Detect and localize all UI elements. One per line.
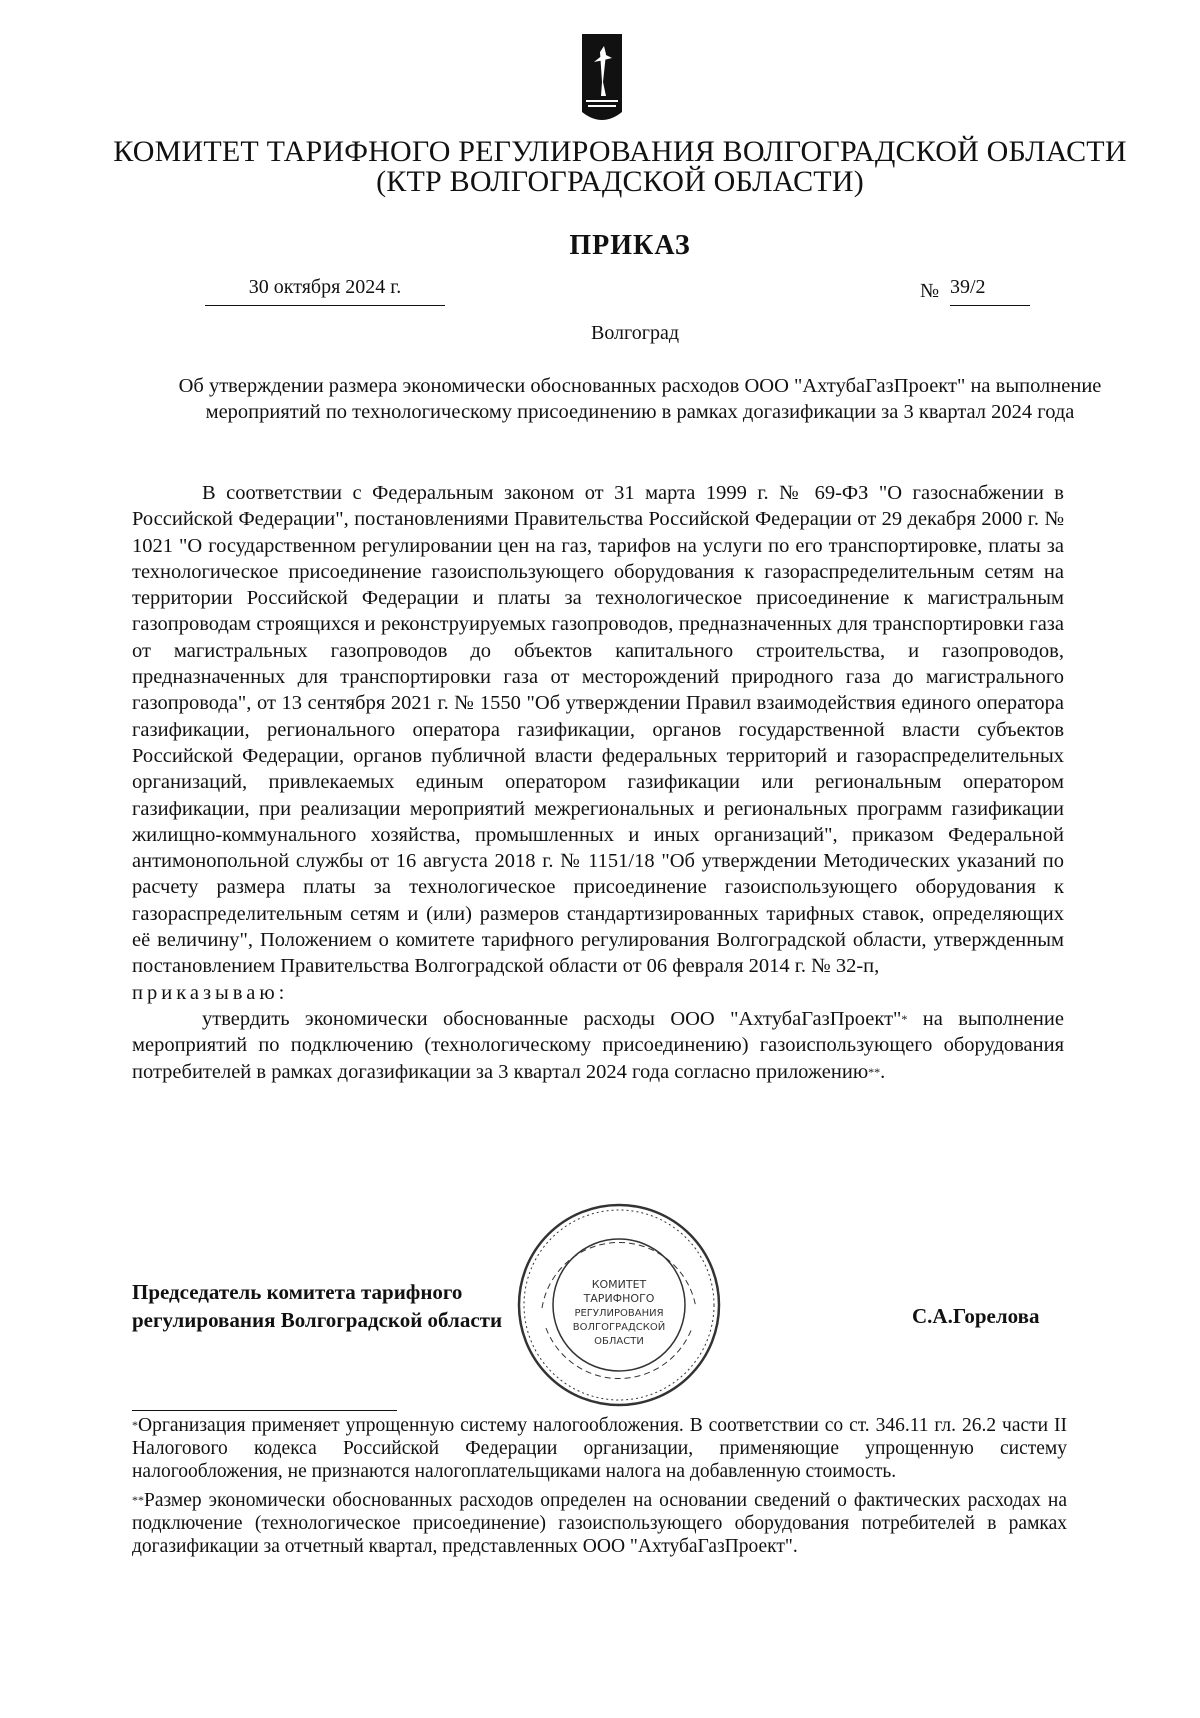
order-paragraph [132,1006,1064,1085]
org-name: КОМИТЕТ ТАРИФНОГО РЕГУЛИРОВАНИЯ ВОЛГОГРАДСКОЙ ОБЛАСТИ [113,135,1127,168]
order-text-part2: на выполнение мероприятий по подключению (технологическому присоединению) газоиспользующего оборудования потребителей в рамках догазификации за 3 квартал 2024 года согласно приложению [132,1007,1064,1083]
footnote-2-mark: ** [132,1493,144,1507]
footnote-2 [132,1489,1067,1558]
preamble-paragraph: В соответствии с Федеральным законом от 31 марта 1999 г. № 69-ФЗ "О газоснабжении в Российской Федерации", постановлениями Правительства Российской Федерации от 29 декабря 2000 г. № 1021 "О государственном регулировании цен на газ, тарифов на услуги по его транспортировке, платы за технологическое присоединение газоиспользующего оборудования к газораспределительным сетям на территории Российской Федерации и платы за технологическое присоединение к магистральным газопроводам строящихся и реконструируемых газопроводов, предназначенных для транспортировки газа от магистральных газопроводов до объектов капитального строительства, и газопроводов, предназначенных для транспортировки газа от месторождений природного газа до магистрального газопровода", от 13 сентября 2021 г. № 1550 "Об утверждении Правил взаимодействия единого оператора газификации, регионального оператора газификации, органов государственной власти субъектов Российской Федерации, органов публичной власти федеральных территорий и газораспределительных организаций, привлекаемых единым оператором газификации или региональным оператором газификации, при реализации мероприятий межрегиональных и региональных программ газификации жилищно-коммунального хозяйства, промышленных и иных организаций", приказом Федеральной антимонопольной службы от 16 августа 2018 г. № 1151/18 "Об утверждении Методических указаний по расчету размера платы за технологическое присоединение газоиспользующего оборудования к газораспределительным сетям и (или) размеров стандартизированных тарифных ставок, определяющих её величину", Положением о комитете тарифного регулирования Волгоградской области, утвержденным постановлением Правительства Волгоградской области от 06 февраля 2014 г. № 32-п, [132,482,1064,978]
order-word: приказываю: [132,981,289,1004]
footnote-1-text: Организация применяет упрощенную систему налогообложения. В соответствии со ст. 346.11 гл. 26.2 части II Налогового кодекса Российской Федерации организации, применяющие упрощенную систему налогообложения, не признаются налогоплательщиками налога на добавленную стоимость. [132,1415,1067,1482]
official-seal-icon [512,1198,726,1412]
signatory-position-line2: регулирования Волгоградской области [132,1308,503,1332]
footnotes [132,1414,1067,1564]
volgograd-coat-of-arms-icon [580,32,624,130]
signatory-position [132,1278,502,1334]
org-short-name: (КТР ВОЛГОГРАДСКОЙ ОБЛАСТИ) [376,165,864,198]
footnote-separator [132,1410,397,1411]
document-type: ПРИКАЗ [569,230,691,261]
document-subject: Об утверждении размера экономически обоснованных расходов ООО "АхтубаГазПроект" на выполнение мероприятий по технологическому присоединению в рамках догазификации за 3 квартал 2024 года [178,375,1102,423]
signatory-name: С.А.Горелова [912,1304,1040,1328]
signatory-position-line1: Председатель комитета тарифного [132,1280,463,1304]
svg-text:ОБЛАСТИ: ОБЛАСТИ [594,1336,644,1347]
order-text-part1: утвердить экономически обоснованные расходы ООО "АхтубаГазПроект" [202,1007,902,1030]
svg-text:РЕГУЛИРОВАНИЯ: РЕГУЛИРОВАНИЯ [574,1308,664,1319]
order-text-end: . [880,1060,886,1083]
svg-text:ТАРИФНОГО: ТАРИФНОГО [583,1292,655,1305]
document-body [132,480,1064,1085]
document-date: 30 октября 2024 г. [205,276,445,306]
footnote-1 [132,1414,1067,1483]
footnote-1-mark: * [132,1418,138,1432]
svg-text:КОМИТЕТ: КОМИТЕТ [591,1278,647,1291]
document-number: 39/2 [950,276,1030,306]
footnote-mark: * [901,1011,908,1026]
document-number-label: № [920,280,940,302]
footnote-2-text: Размер экономически обоснованных расходов определен на основании сведений о фактических расходах на подключение (технологическое присоединение) газоиспользующего оборудования потребителей в рамках догазификации за отчетный квартал, представленных ООО "АхтубаГазПроект". [132,1490,1067,1557]
svg-text:ВОЛГОГРАДСКОЙ: ВОЛГОГРАДСКОЙ [572,1322,666,1333]
footnote-mark: ** [868,1064,881,1079]
document-city: Волгоград [590,322,680,344]
